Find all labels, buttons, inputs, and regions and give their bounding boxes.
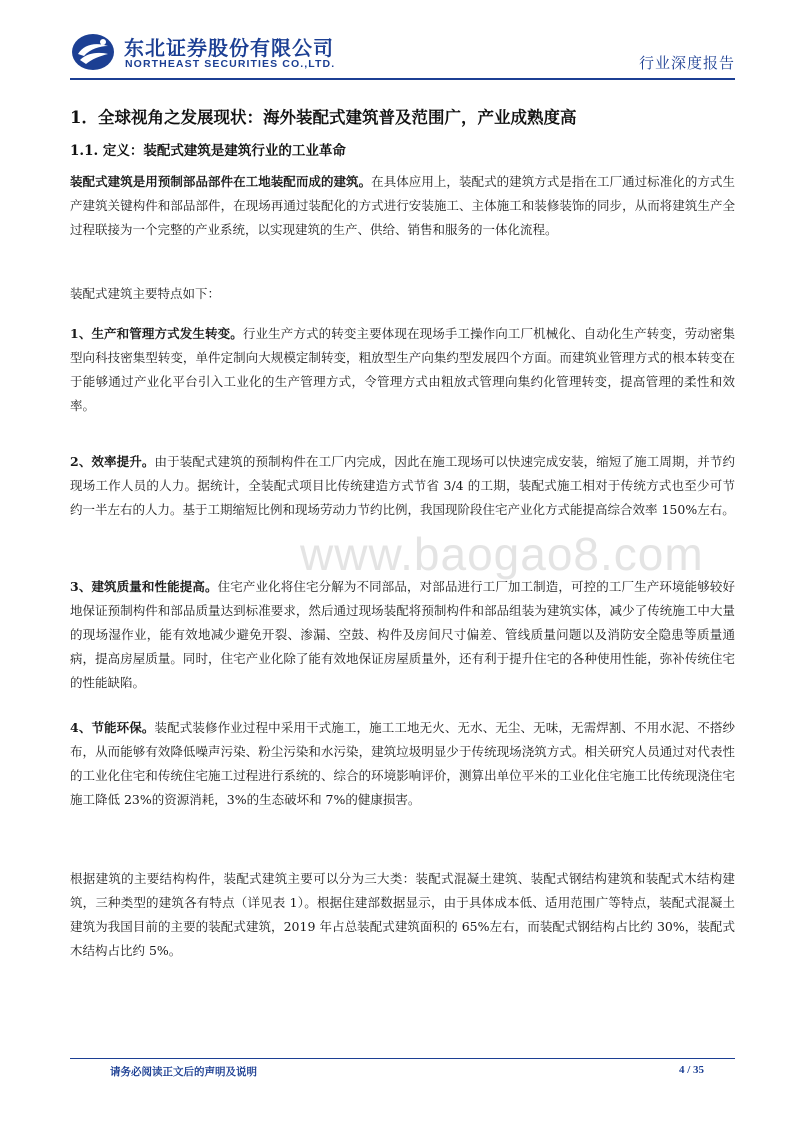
paragraph-text: 根据建筑的主要结构构件，装配式建筑主要可以分为三大类：装配式混凝土建筑、装配式钢结构建筑和装配式木结构建筑，三种类型的建筑各有特点（详见表 1）。根据住建部数据显示，由于具体成本低、适用范围广等特点，装配式混凝土建筑为我国目前的主要的装配式建筑，2019 年占总装配式建筑面积的 65%左右，而装配式钢结构占比约 30%，装配式木结构占比约 5%。 (70, 871, 735, 958)
paragraph-lead: 4、节能环保。 (70, 720, 155, 735)
header-divider (70, 78, 735, 80)
company-name-en: NORTHEAST SECURITIES CO.,LTD. (125, 58, 336, 70)
paragraph-text: 装配式装修作业过程中采用干式施工，施工工地无火、无水、无尘、无味，无需焊割、不用水泥、不搭纱布，从而能够有效降低噪声污染、粉尘污染和水污染，建筑垃圾明显少于传统现场浇筑方式。相关研究人员通过对代表性的工业化住宅和传统住宅施工过程进行系统的、综合的环境影响评价，测算出单位平米的工业化住宅施工比传统现浇住宅施工降低 23%的资源消耗，3%的生态破坏和 7%的健康损害。 (70, 720, 735, 807)
paragraph-feature-3 (70, 575, 735, 695)
subsection-heading: 1.1. 定义：装配式建筑是建筑行业的工业革命 (70, 143, 346, 159)
paragraph-lead: 装配式建筑是用预制部品部件在工地装配而成的建筑。 (70, 174, 372, 189)
page-header (70, 30, 735, 78)
page-number: 4 / 35 (678, 1064, 704, 1076)
paragraph-classification (70, 867, 735, 963)
paragraph-feature-2 (70, 450, 735, 522)
section-heading: 1．全球视角之发展现状：海外装配式建筑普及范围广，产业成熟度高 (70, 108, 577, 127)
watermark: www.baogao8.com (300, 528, 704, 580)
paragraph-text: 由于装配式建筑的预制构件在工厂内完成，因此在施工现场可以快速完成安装，缩短了施工周期，并节约现场工作人员的人力。据统计，全装配式项目比传统建造方式节省 3/4 的工期，装配式施工相对于传统方式也至少可节约一半左右的人力。基于工期缩短比例和现场劳动力节约比例，我国现阶段住宅产业化方式能提高综合效率 150%左右。 (70, 454, 735, 517)
paragraph-feature-1 (70, 322, 735, 418)
paragraph-text: 装配式建筑主要特点如下： (70, 286, 221, 301)
paragraph-lead: 2、效率提升。 (70, 454, 155, 469)
paragraph-lead: 1、生产和管理方式发生转变。 (70, 326, 243, 341)
footer-divider (70, 1058, 735, 1059)
paragraph-features-intro (70, 282, 735, 306)
paragraph-lead: 3、建筑质量和性能提高。 (70, 579, 218, 594)
report-type-label: 行业深度报告 (638, 54, 735, 72)
paragraph-definition (70, 170, 735, 242)
company-name-cn: 东北证券股份有限公司 (124, 36, 334, 60)
paragraph-feature-4 (70, 716, 735, 812)
paragraph-text: 行业生产方式的转变主要体现在现场手工操作向工厂机械化、自动化生产转变，劳动密集型向科技密集型转变，单件定制向大规模定制转变，粗放型生产向集约型发展四个方面。而建筑业管理方式的根本转变在于能够通过产业化平台引入工业化的生产管理方式，令管理方式由粗放式管理向集约化管理转变，提高管理的柔性和效率。 (70, 326, 735, 413)
footer-disclaimer: 请务必阅读正文后的声明及说明 (110, 1066, 257, 1078)
paragraph-text: 住宅产业化将住宅分解为不同部品，对部品进行工厂加工制造，可控的工厂生产环境能够较好地保证预制构件和部品质量达到标准要求，然后通过现场装配将预制构件和部品组装为建筑实体，减少了传统施工中大量的现场湿作业，能有效地减少避免开裂、渗漏、空鼓、构件及房间尺寸偏差、管线质量问题以及消防安全隐患等质量通病，提高房屋质量。同时，住宅产业化除了能有效地保证房屋质量外，还有利于提升住宅的各种使用性能，弥补传统住宅的性能缺陷。 (70, 579, 735, 690)
company-logo-icon (70, 32, 116, 72)
paragraph-text: 在具体应用上，装配式的建筑方式是指在工厂通过标准化的方式生产建筑关键构件和部品部件，在现场再通过装配化的方式进行安装施工、主体施工和装修装饰的同步，从而将建筑生产全过程联接为一个完整的产业系统，以实现建筑的生产、供给、销售和服务的一体化流程。 (70, 174, 735, 237)
